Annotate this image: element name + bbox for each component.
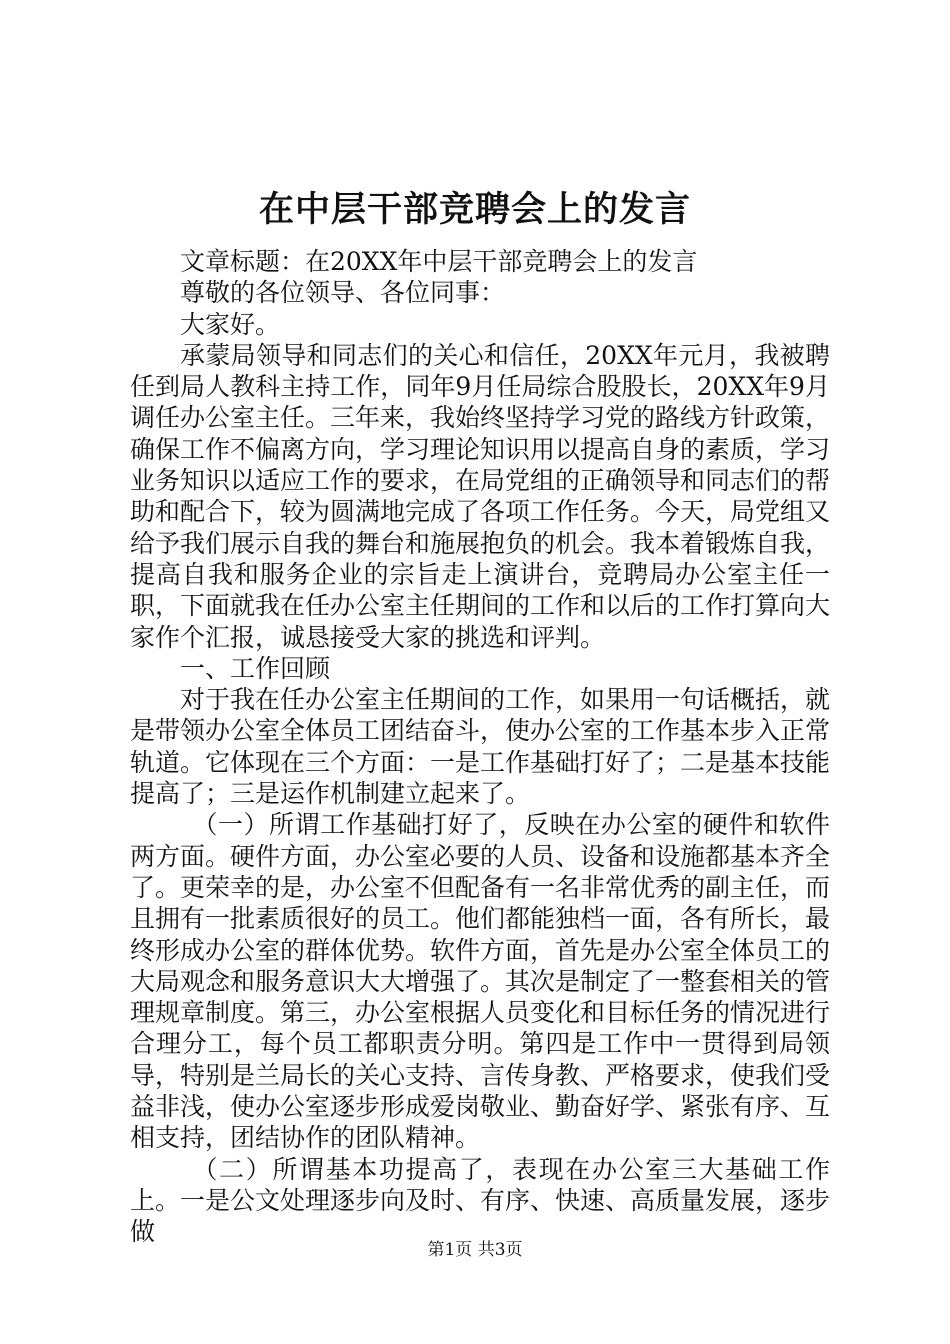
page-number-footer: 第1页 共3页: [427, 1240, 523, 1260]
paragraph-work-summary: 对于我在任办公室主任期间的工作，如果用一句话概括，就是带领办公室全体员工团结奋斗，使办公室的工作基本步入正常轨道。它体现在三个方面：一是工作基础打好了；二是基本技能提高了；三是运作机制建立起来了。: [130, 685, 831, 809]
paragraph-article-title: 文章标题：在20XX年中层干部竞聘会上的发言: [180, 247, 698, 276]
section-heading-work-review: 一、工作回顾: [180, 653, 331, 683]
paragraph-salutation: 尊敬的各位领导、各位同事：: [180, 278, 506, 308]
paragraph-basic-skills: （二）所谓基本功提高了，表现在办公室三大基础工作上。一是公文处理逐步向及时、有序、快速、高质量发展，逐步做: [130, 1154, 831, 1247]
paragraph-work-foundation: （一）所谓工作基础打好了，反映在办公室的硬件和软件两方面。硬件方面，办公室必要的人员、设备和设施都基本齐全了。更荣幸的是，办公室不但配备有一名非常优秀的副主任，而且拥有一批素质很好的员工。他们都能独档一面，各有所长，最终形成办公室的群体优势。软件方面，首先是办公室全体员工的大局观念和服务意识大大增强了。其次是制定了一整套相关的管理规章制度。第三，办公室根据人员变化和目标任务的情况进行合理分工，每个员工都职责分明。第四是工作中一贯得到局领导，特别是兰局长的关心支持、言传身教、严格要求，使我们受益非浅，使办公室逐步形成爱岗敬业、勤奋好学、紧张有序、互相支持，团结协作的团队精神。: [130, 810, 831, 1153]
paragraph-greeting: 大家好。: [180, 309, 281, 339]
document-title: 在中层干部竞聘会上的发言: [258, 189, 691, 230]
paragraph-introduction: 承蒙局领导和同志们的关心和信任，20XX年元月，我被聘任到局人教科主持工作，同年9月任局综合股股长，20XX年9月调任办公室主任。三年来，我始终坚持学习党的路线方针政策，确保工作不偏离方向，学习理论知识用以提高自身的素质，学习业务知识以适应工作的要求，在局党组的正确领导和同志们的帮助和配合下，较为圆满地完成了各项工作任务。今天，局党组又给予我们展示自我的舞台和施展抱负的机会。我本着锻炼自我，提高自我和服务企业的宗旨走上演讲台，竞聘局办公室主任一职，下面就我在任办公室主任期间的工作和以后的工作打算向大家作个汇报，诚恳接受大家的挑选和评判。: [130, 340, 831, 652]
document-body: [130, 246, 830, 1248]
